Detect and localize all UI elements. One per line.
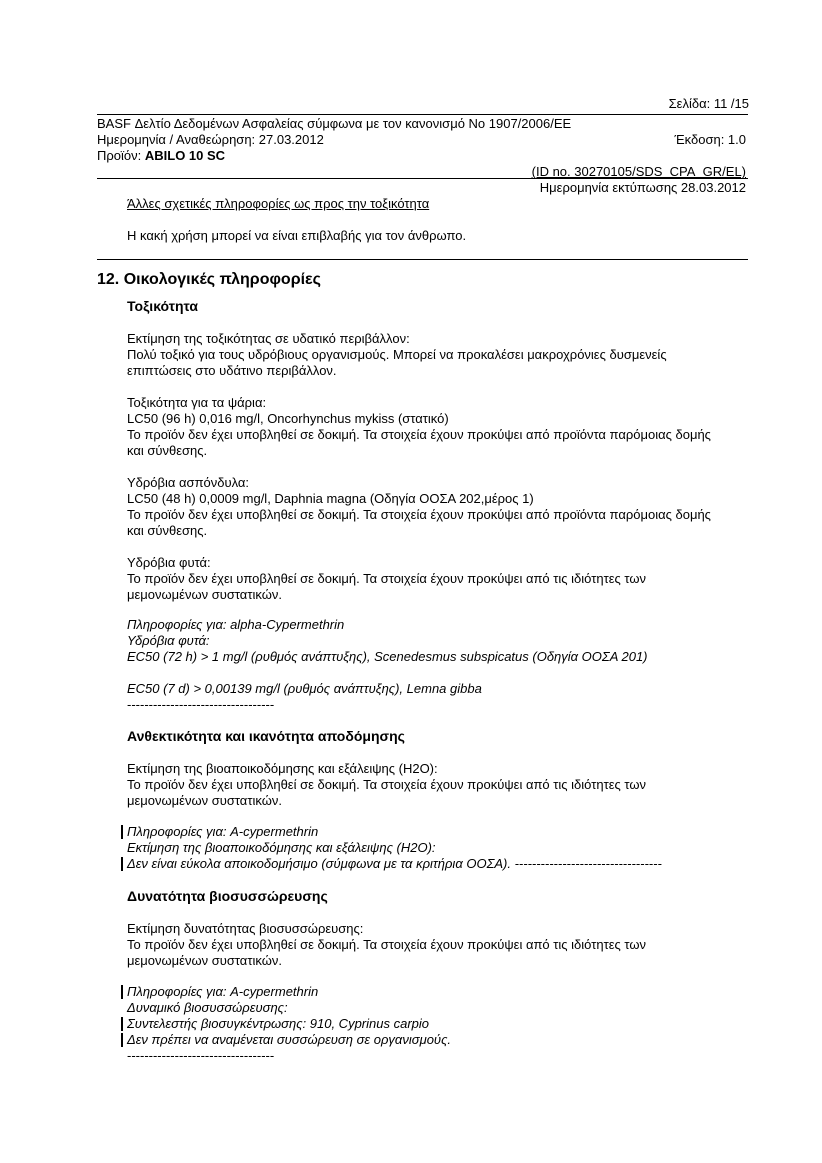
persistence-info-line: Δεν είναι εύκολα αποικοδομήσιμο (σύμφωνα με τα κριτήρια ΟΟΣΑ). ---------------------------------- [127,856,662,871]
bioaccumulation-line: Εκτίμηση δυνατότητας βιοσυσσώρευσης: [127,921,364,936]
aquatic-line: επιπτώσεις στο υδάτινο περιβάλλον. [127,363,337,378]
page-number: Σελίδα: 11 /15 [668,96,749,111]
change-bar [121,1033,123,1047]
invertebrates-line: LC50 (48 h) 0,0009 mg/l, Daphnia magna (Οδηγία ΟΟΣΑ 202,μέρος 1) [127,491,534,506]
id-number: (ID no. 30270105/SDS_CPA_GR/EL) [531,164,746,179]
other-tox-text: Η κακή χρήση μπορεί να είναι επιβλαβής για τον άνθρωπο. [127,228,467,243]
plants-line: Υδρόβια φυτά: [127,555,211,570]
change-bar [121,825,123,839]
version: Έκδοση: 1.0 [674,132,746,147]
product-label: Προϊόν: [97,148,145,163]
section-divider [97,259,748,260]
fish-line: και σύνθεσης. [127,443,208,458]
fish-line: LC50 (96 h) 0,016 mg/l, Oncorhynchus mykiss (στατικό) [127,411,449,426]
product-line [97,148,225,164]
bioaccumulation-line: Το προϊόν δεν έχει υποβληθεί σε δοκιμή. Τα στοιχεία έχουν προκύψει από τις ιδιότητες των [127,937,647,952]
toxicity-dashes: ---------------------------------- [127,697,275,712]
bioaccumulation-info-line: Δυναμικό βιοσυσσώρευσης: [127,1000,288,1015]
bioaccumulation-heading: Δυνατότητα βιοσυσσώρευσης [127,888,328,904]
revision-date: Ημερομηνία / Αναθεώρηση: 27.03.2012 [97,132,324,147]
fish-line: Το προϊόν δεν έχει υποβληθεί σε δοκιμή. Τα στοιχεία έχουν προκύψει από προϊόντα παρόμοιας δομής [127,427,711,442]
invertebrates-line: και σύνθεσης. [127,523,208,538]
aquatic-line: Εκτίμηση της τοξικότητας σε υδατικό περιβάλλον: [127,331,410,346]
fish-line: Τοξικότητα για τα ψάρια: [127,395,267,410]
alpha-info-line: Υδρόβια φυτά: [127,633,210,648]
alpha-info-line: EC50 (72 h) > 1 mg/l (ρυθμός ανάπτυξης), Scenedesmus subspicatus (Οδηγία ΟΟΣΑ 201) [127,649,648,664]
invertebrates-line: Το προϊόν δεν έχει υποβληθεί σε δοκιμή. Τα στοιχεία έχουν προκύψει από προϊόντα παρόμοιας δομής [127,507,711,522]
bioaccumulation-line: μεμονωμένων συστατικών. [127,953,282,968]
toxicity-heading: Τοξικότητα [127,298,198,314]
alpha-info-line: Πληροφορίες για: alpha-Cypermethrin [127,617,345,632]
print-date: Ημερομηνία εκτύπωσης 28.03.2012 [539,180,746,195]
persistence-line: μεμονωμένων συστατικών. [127,793,282,808]
persistence-line: Εκτίμηση της βιοαποικοδόμησης και εξάλειψης (H2O): [127,761,438,776]
change-bar [121,857,123,871]
plants-line: Το προϊόν δεν έχει υποβληθεί σε δοκιμή. Τα στοιχεία έχουν προκύψει από τις ιδιότητες των [127,571,647,586]
persistence-info-line: Εκτίμηση της βιοαποικοδόμησης και εξάλειψης (H2O): [127,840,436,855]
persistence-info-line: Πληροφορίες για: A-cypermethrin [127,824,319,839]
invertebrates-line: Υδρόβια ασπόνδυλα: [127,475,250,490]
bioaccumulation-info-line: Συντελεστής βιοσυγκέντρωσης: 910, Cyprinus carpio [127,1016,429,1031]
bioaccumulation-dashes: ---------------------------------- [127,1048,275,1063]
bioaccumulation-info-line: Δεν πρέπει να αναμένεται συσσώρευση σε οργανισμούς. [127,1032,452,1047]
header-top-rule [97,114,748,115]
lemna-line: EC50 (7 d) > 0,00139 mg/l (ρυθμός ανάπτυξης), Lemna gibba [127,681,482,696]
change-bar [121,1017,123,1031]
persistence-heading: Ανθεκτικότητα και ικανότητα αποδόμησης [127,728,405,744]
plants-line: μεμονωμένων συστατικών. [127,587,282,602]
product-name: ABILO 10 SC [144,148,226,163]
other-tox-heading: Άλλες σχετικές πληροφορίες ως προς την τοξικότητα [127,196,430,211]
aquatic-line: Πολύ τοξικό για τους υδρόβιους οργανισμούς. Μπορεί να προκαλέσει μακροχρόνιες δυσμενείς [127,347,667,362]
section-12-title: 12. Οικολογικές πληροφορίες [97,271,321,288]
persistence-line: Το προϊόν δεν έχει υποβληθεί σε δοκιμή. Τα στοιχεία έχουν προκύψει από τις ιδιότητες των [127,777,647,792]
header-bottom-rule [97,178,748,179]
change-bar [121,985,123,999]
document-title: BASF Δελτίο Δεδομένων Ασφαλείας σύμφωνα με τον κανονισμό No 1907/2006/ΕΕ [97,116,572,131]
bioaccumulation-info-line: Πληροφορίες για: A-cypermethrin [127,984,319,999]
